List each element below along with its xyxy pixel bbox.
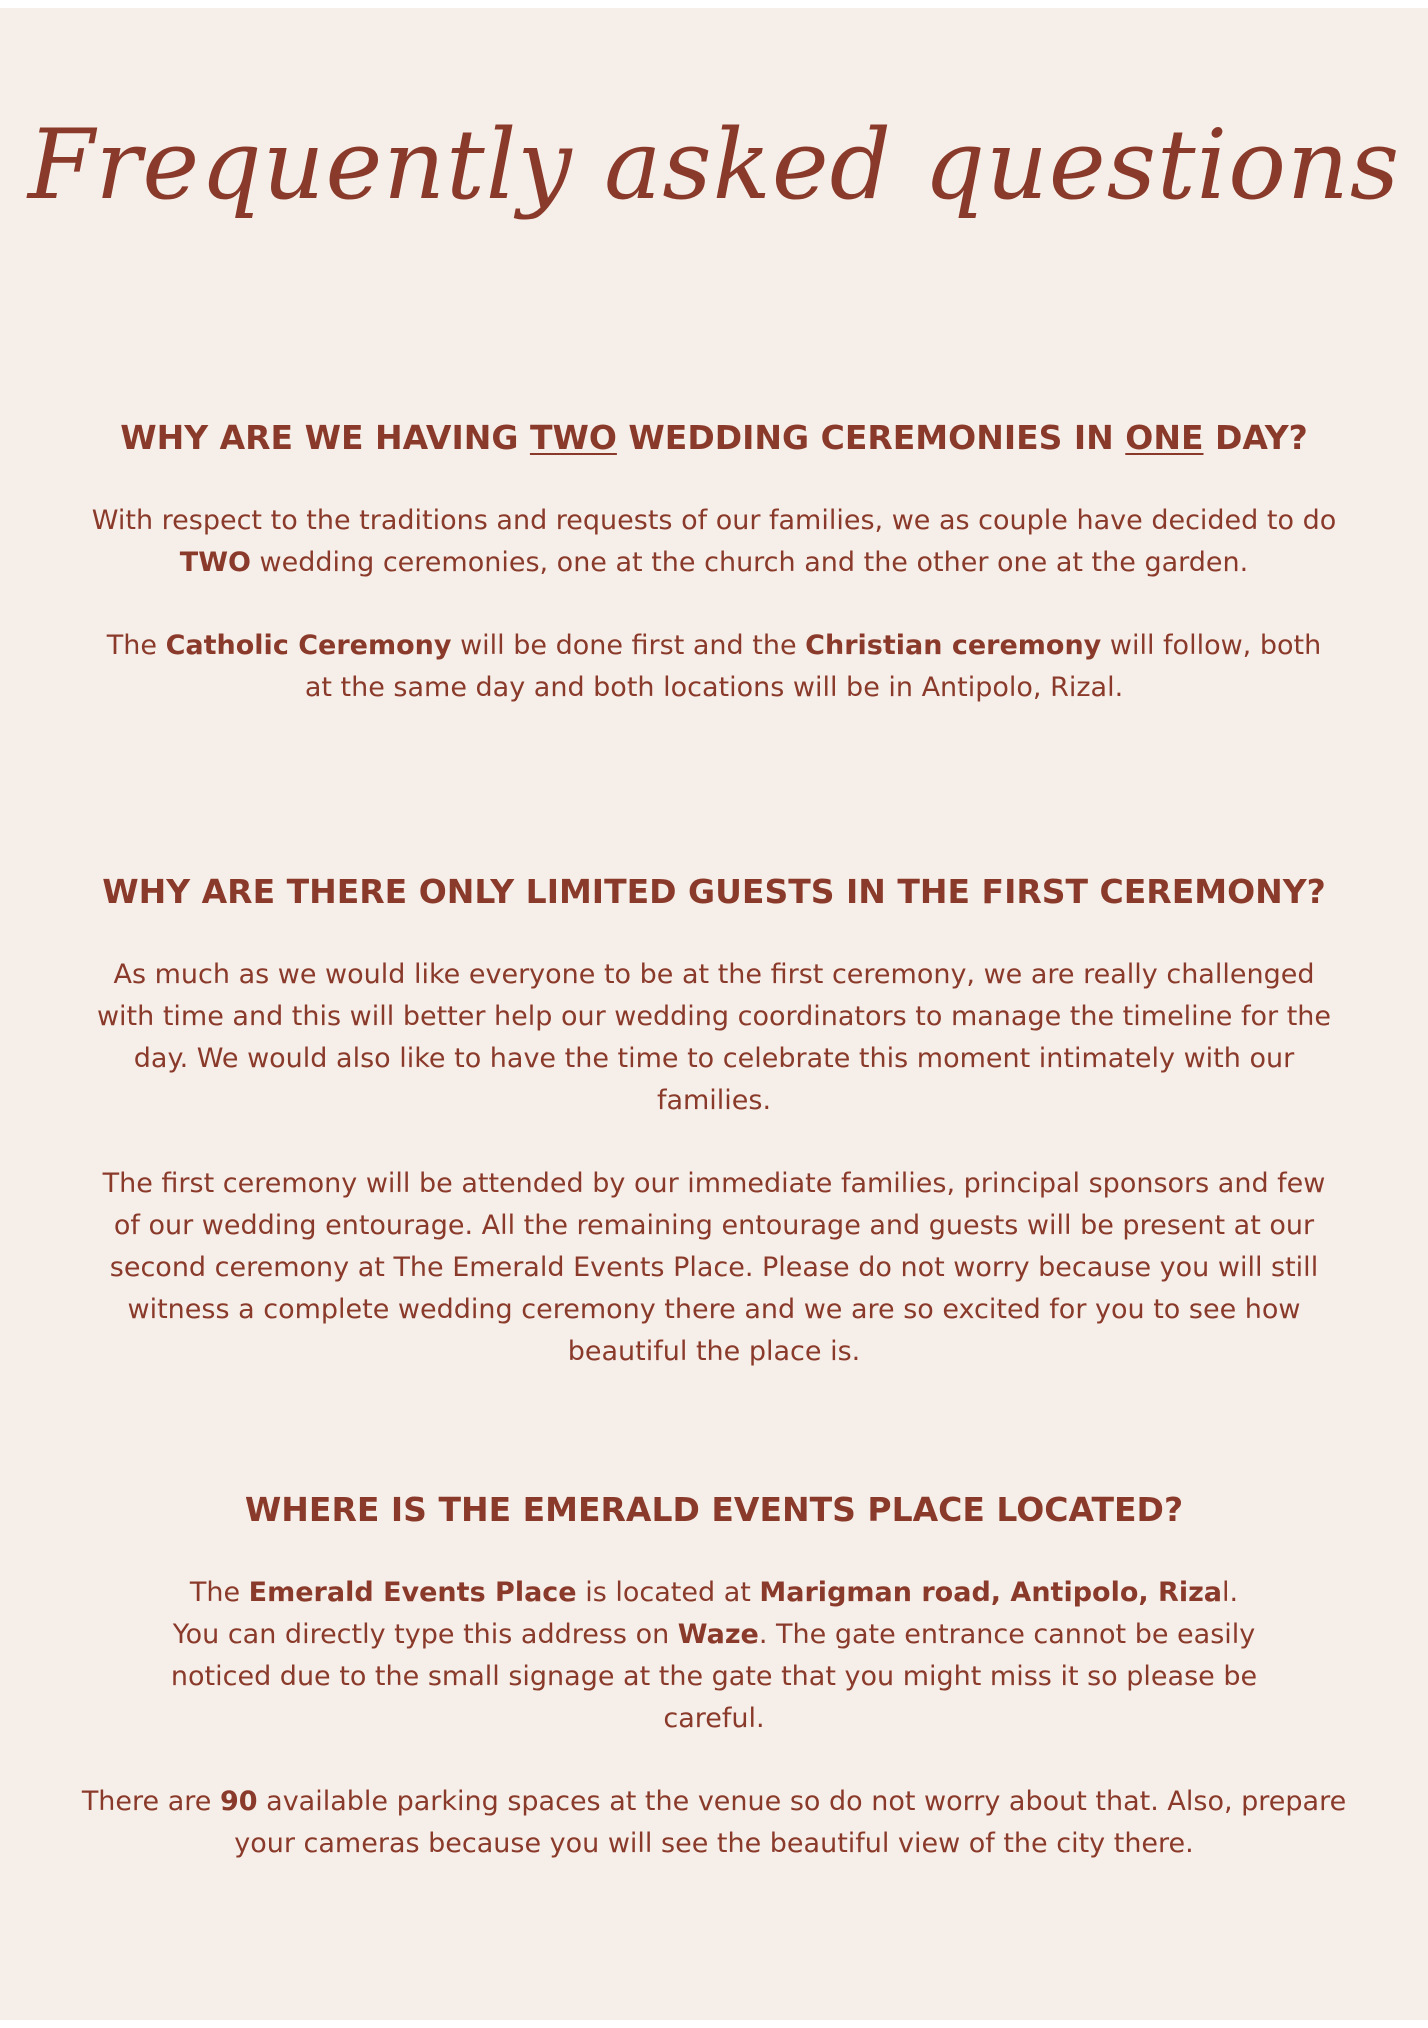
- faq-answer-paragraph: The Catholic Ceremony will be done first and the Christian ceremony will follow, both at the same day and both locations will be in Antipolo, Rizal.: [106, 630, 1322, 703]
- faq-item-venue-location: [80, 1488, 1348, 1865]
- faq-answer-paragraph: The Emerald Events Place is located at Marigman road, Antipolo, Rizal. You can directly type this address on Waze. The gate entrance cannot be easily noticed due to the small signage at the gate that you might miss it so please be careful.: [170, 1577, 1258, 1734]
- faq-question: WHY ARE WE HAVING TWO WEDDING CEREMONIES IN ONE DAY?: [120, 418, 1308, 457]
- faq-question: WHERE IS THE EMERALD EVENTS PLACE LOCATED?: [244, 1490, 1184, 1529]
- page-title: Frequently asked questions: [27, 109, 1401, 221]
- page-sheet: [0, 8, 1428, 2020]
- faq-answer-paragraph: There are 90 available parking spaces at the venue so do not worry about that. Also, prepare your cameras because you will see the beautiful view of the city there.: [81, 1786, 1347, 1859]
- faq-item-limited-guests: [80, 870, 1348, 1373]
- faq-answer-paragraph: The first ceremony will be attended by our immediate families, principal sponsors and few of our wedding entourage. All the remaining entourage and guests will be present at our second ceremony at The Emerald Events Place. Please do not worry because you will still witness a complete wedding ceremony there and we are so excited for you to see how beautiful the place is.: [102, 1168, 1326, 1367]
- faq-answer-paragraph: With respect to the traditions and requests of our families, we as couple have decided to do TWO wedding ceremonies, one at the church and the other one at the garden.: [91, 505, 1337, 578]
- faq-item-two-ceremonies: [80, 416, 1348, 709]
- faq-question: WHY ARE THERE ONLY LIMITED GUESTS IN THE FIRST CEREMONY?: [102, 872, 1326, 911]
- faq-answer-paragraph: As much as we would like everyone to be at the first ceremony, we are really challenged with time and this will better help our wedding coordinators to manage the timeline for the day. We would also like to have the time to celebrate this moment intimately with our families.: [96, 959, 1332, 1116]
